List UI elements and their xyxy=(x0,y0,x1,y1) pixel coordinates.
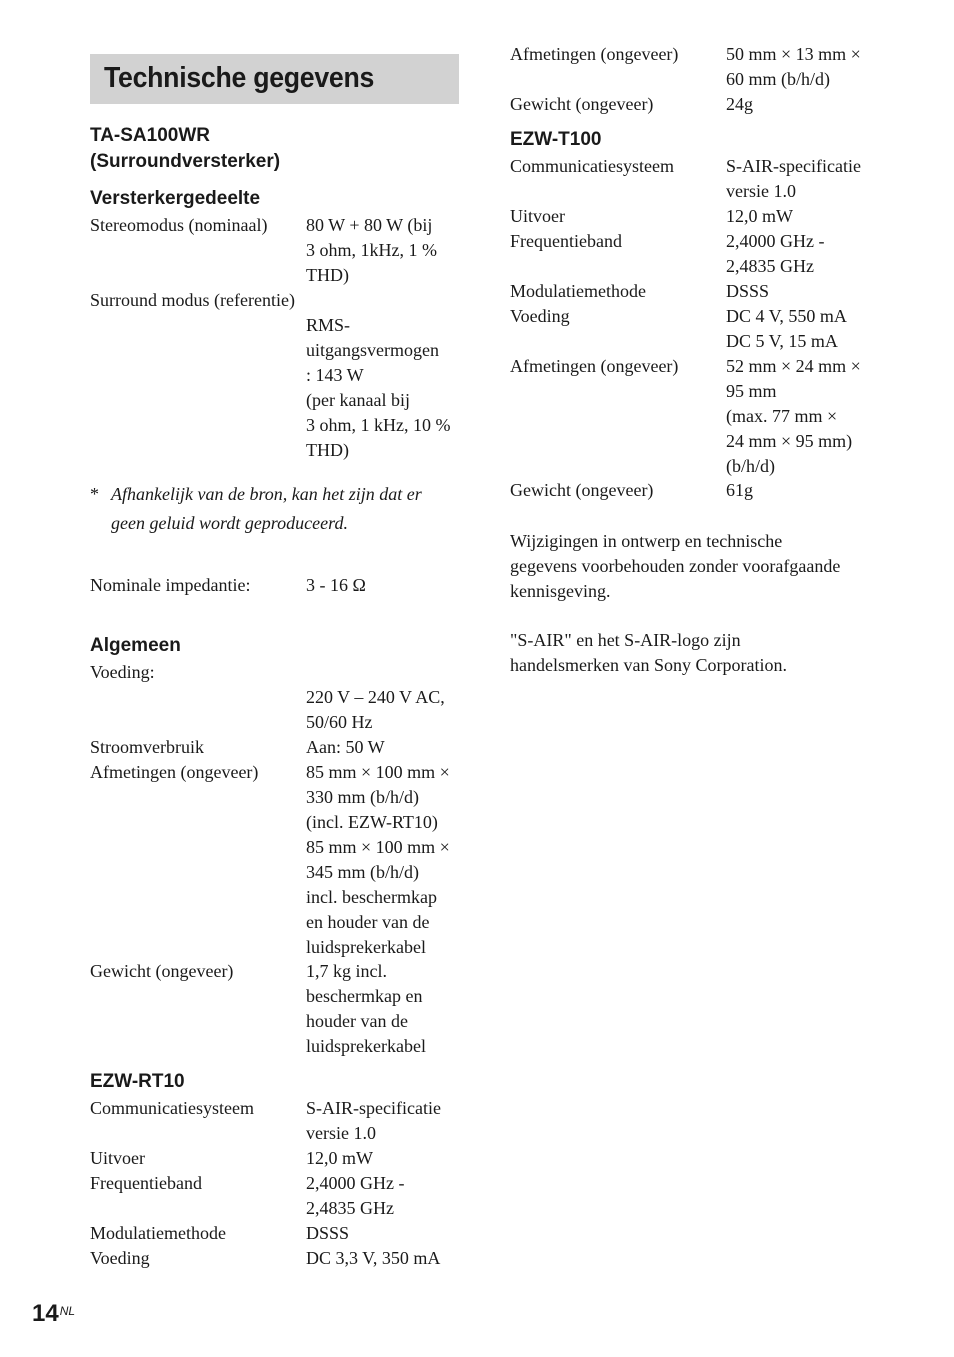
title-bar xyxy=(90,54,459,104)
general-section-heading: Algemeen xyxy=(90,635,181,656)
trademark-paragraph: "S-AIR" en het S-AIR-logo zijn handelsmerken van Sony Corporation. xyxy=(510,630,787,675)
spec-value: 24g xyxy=(726,94,753,114)
spec-value: 50 mm × 13 mm × 60 mm (b/h/d) xyxy=(726,44,861,89)
model-heading-line2: (Surroundversterker) xyxy=(90,151,281,172)
model-heading-line1: TA-SA100WR xyxy=(90,125,210,146)
footnote-marker: * xyxy=(90,484,99,504)
spec-label: Afmetingen (ongeveer) xyxy=(90,762,259,782)
disclaimer-paragraph: Wijzigingen in ontwerp en technische gegevens voorbehouden zonder voorafgaande kennisgeving. xyxy=(510,531,841,601)
spec-value: DC 4 V, 550 mA DC 5 V, 15 mA xyxy=(726,306,847,351)
spec-label: Gewicht (ongeveer) xyxy=(510,94,654,114)
amp-section-heading: Versterkergedeelte xyxy=(90,188,261,209)
spec-label: Frequentieband xyxy=(510,231,622,251)
spec-value: 2,4000 GHz - 2,4835 GHz xyxy=(306,1173,405,1218)
spec-value: Aan: 50 W xyxy=(306,737,385,757)
spec-value: DSSS xyxy=(726,281,770,301)
spec-label: Uitvoer xyxy=(510,206,565,226)
spec-value: DSSS xyxy=(306,1223,350,1243)
spec-value: 1,7 kg incl. beschermkap en houder van de luidsprekerkabel xyxy=(306,961,426,1056)
spec-value: 85 mm × 100 mm × 330 mm (b/h/d) (incl. EZW-RT10) 85 mm × 100 mm × 345 mm (b/h/d) incl. beschermkap en houder van de luidsprekerkabel xyxy=(306,762,450,957)
spec-label: Surround modus (referentie) xyxy=(90,290,295,310)
spec-value: 61g xyxy=(726,480,753,500)
spec-label: Frequentieband xyxy=(90,1173,202,1193)
spec-label: Modulatiemethode xyxy=(90,1223,226,1243)
spec-value: S-AIR-specificatie versie 1.0 xyxy=(726,156,861,201)
spec-label: Nominale impedantie: xyxy=(90,575,251,595)
page-title: Technische gegevens xyxy=(104,62,375,94)
spec-label: Gewicht (ongeveer) xyxy=(510,480,654,500)
spec-value: 52 mm × 24 mm × 95 mm (max. 77 mm × 24 mm × 95 mm) (b/h/d) xyxy=(726,356,861,476)
spec-value: 2,4000 GHz - 2,4835 GHz xyxy=(726,231,825,276)
spec-label: Gewicht (ongeveer) xyxy=(90,961,234,981)
spec-label: Communicatiesysteem xyxy=(90,1098,254,1118)
spec-value: S-AIR-specificatie versie 1.0 xyxy=(306,1098,441,1143)
spec-value: 3 - 16 Ω xyxy=(306,575,366,595)
spec-value: RMS- uitgangsvermogen : 143 W (per kanaal bij 3 ohm, 1 kHz, 10 % THD) xyxy=(306,315,451,460)
spec-label: Modulatiemethode xyxy=(510,281,646,301)
spec-label: Afmetingen (ongeveer) xyxy=(510,356,679,376)
spec-label: Afmetingen (ongeveer) xyxy=(510,44,679,64)
page-number: $14^{NL}$ xyxy=(32,1300,76,1327)
t100-section-heading: EZW-T100 xyxy=(510,129,602,150)
spec-value: 12,0 mW xyxy=(306,1148,373,1168)
footnote-text: Afhankelijk van de bron, kan het zijn dat er geen geluid wordt geproduceerd. xyxy=(111,484,422,533)
spec-value: 220 V – 240 V AC, 50/60 Hz xyxy=(306,687,445,732)
spec-label: Voeding: xyxy=(90,662,155,682)
spec-label: Voeding xyxy=(510,306,570,326)
page-language: NL xyxy=(59,1304,76,1318)
spec-label: Stroomverbruik xyxy=(90,737,204,757)
spec-label: Voeding xyxy=(90,1248,150,1268)
spec-label: Communicatiesysteem xyxy=(510,156,674,176)
spec-value: 12,0 mW xyxy=(726,206,793,226)
spec-value: 80 W + 80 W (bij 3 ohm, 1kHz, 1 % THD) xyxy=(306,215,437,285)
spec-label: Uitvoer xyxy=(90,1148,145,1168)
spec-label: Stereomodus (nominaal) xyxy=(90,215,268,235)
spec-value: DC 3,3 V, 350 mA xyxy=(306,1248,441,1268)
rt10-section-heading: EZW-RT10 xyxy=(90,1071,185,1092)
